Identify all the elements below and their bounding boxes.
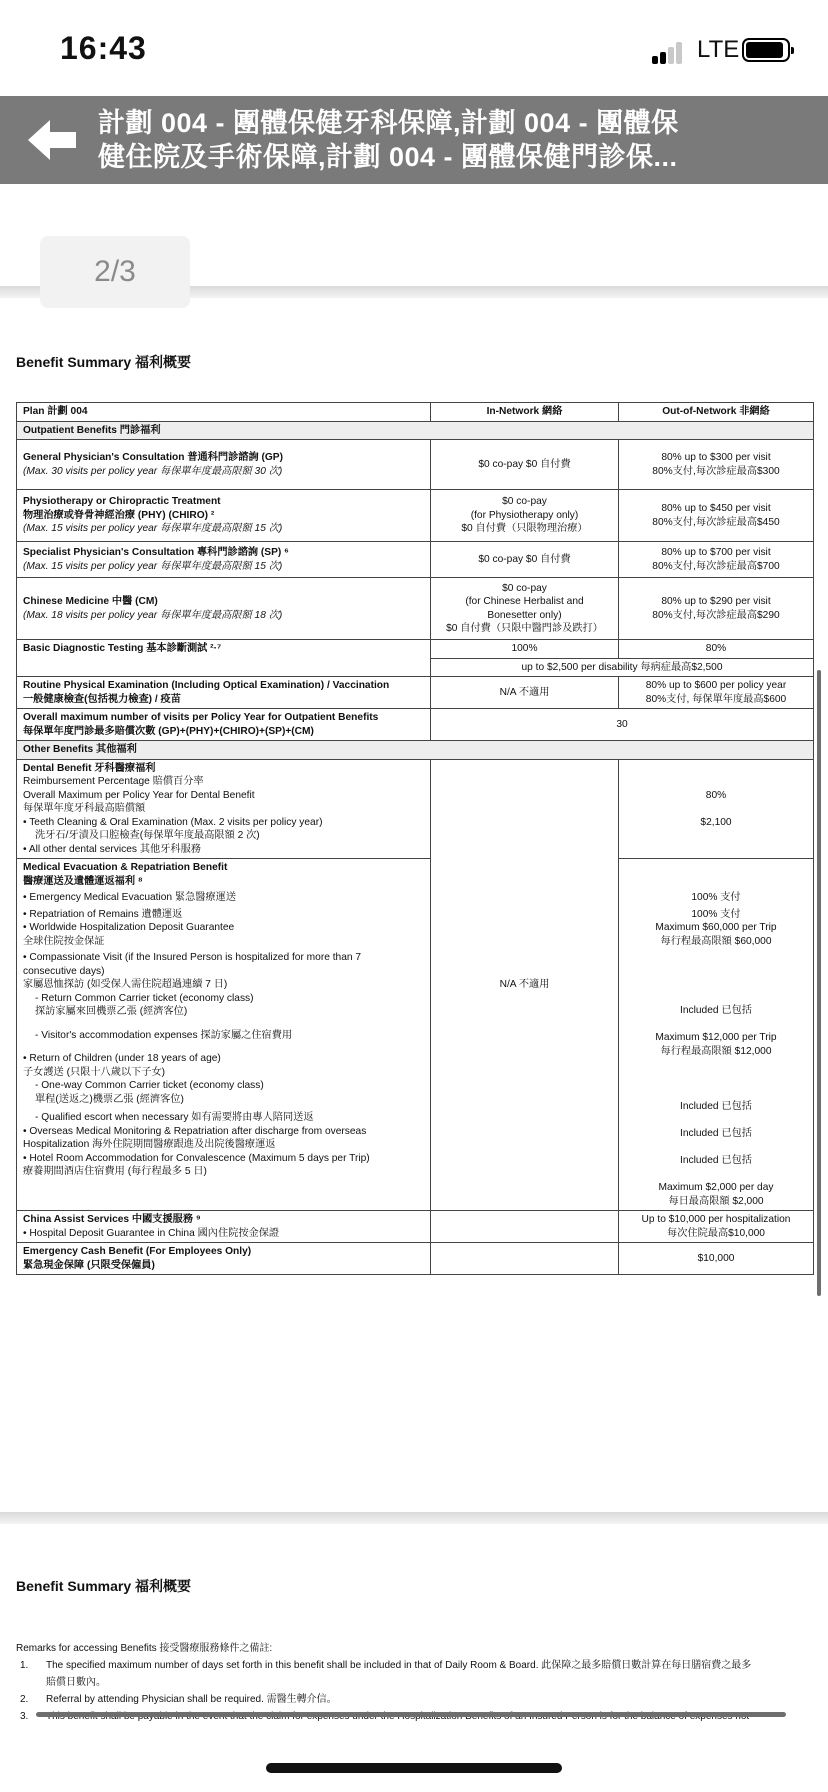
benefit-name-cn: 一般健康檢查(包括視力檢查) / 疫苗 (23, 693, 181, 705)
in-line: (for Chinese Herbalist and (465, 596, 584, 607)
out-line: 80% up to $300 per visit (661, 452, 771, 463)
in-network-value (431, 1243, 619, 1275)
in-network-value (431, 1211, 619, 1243)
benefit-gp (17, 440, 431, 490)
benefit-line: 探訪家屬來回機票乙張 (經濟客位) (35, 1006, 188, 1017)
header-out-network: Out-of-Network 非網絡 (619, 403, 814, 422)
overall-value: 30 (431, 709, 814, 741)
item-number: 1. (20, 1660, 29, 1671)
out-line: Maximum $60,000 per Trip (655, 922, 777, 933)
benefit-line: 單程(送返之)機票乙張 (經濟客位) (35, 1093, 184, 1105)
item-text: 賠償日數內。 (46, 1677, 106, 1688)
out-line: Included 已包括 (680, 1128, 752, 1139)
section-row-outpatient (17, 421, 814, 440)
out-network-value (619, 1211, 814, 1243)
item-text: The specified maximum number of days set forth in this benefit shall be included in that of Daily Room & Board. 此保障之最多賠償日數計算在每日膳宿費之最多 (46, 1660, 752, 1671)
battery-icon (742, 38, 790, 62)
benefit-name: Medical Evacuation & Repatriation Benefit (23, 862, 228, 873)
benefit-cm (17, 578, 431, 640)
section-other: Other Benefits 其他福利 (17, 741, 814, 760)
horizontal-scrollbar[interactable] (36, 1712, 786, 1717)
header-in-network: In-Network 網絡 (431, 403, 619, 422)
benefit-dental (17, 759, 431, 859)
benefit-note: (Max. 18 visits per policy year 每保單年度最高限額 18 次) (23, 609, 283, 621)
out-network-value: $10,000 (619, 1243, 814, 1275)
out-line: 每行程最高限額 $60,000 (660, 935, 772, 947)
vertical-scrollbar[interactable] (817, 670, 821, 1296)
header-plan: Plan 計劃 004 (17, 403, 431, 422)
benefit-name: General Physician's Consultation 普通科門診諮詢 (GP) (23, 452, 283, 463)
section-row-other (17, 741, 814, 760)
benefit-note: (Max. 30 visits per policy year 每保單年度最高限額 30 次) (23, 465, 283, 477)
benefit-sp (17, 542, 431, 578)
out-line: $2,100 (700, 816, 732, 828)
benefit-line: - One-way Common Carrier ticket (economy class) (35, 1080, 264, 1091)
remarks-title: Remarks for accessing Benefits 接受醫療服務條件之備註: (16, 1643, 273, 1654)
page-separator (0, 1512, 828, 1524)
network-type: LTE (697, 36, 740, 63)
out-line: Maximum $12,000 per Trip (655, 1032, 777, 1043)
item-text: Referral by attending Physician shall be required. 需醫生轉介信。 (46, 1694, 337, 1705)
out-line: 每行程最高限額 $12,000 (660, 1045, 772, 1057)
in-line: $0 自付費（只限物理治療） (461, 523, 588, 535)
remarks-section (16, 1640, 816, 1722)
page-heading: Benefit Summary 福利概要 (16, 354, 192, 370)
benefit-bdt: Basic Diagnostic Testing 基本診斷測試 ²·⁷ (17, 640, 431, 677)
in-network-value: N/A 不適用 (431, 759, 619, 1211)
out-line: 每日最高限額 $2,000 (668, 1195, 764, 1207)
table-row (17, 490, 814, 542)
document-title (98, 106, 808, 174)
back-arrow-icon (24, 114, 80, 166)
out-network-value (619, 440, 814, 490)
benefit-line: - Visitor's accommodation expenses 探訪家屬之住宿費用 (35, 1029, 293, 1041)
benefit-china (17, 1211, 431, 1243)
benefit-line: • Return of Children (under 18 years of age) (23, 1053, 221, 1064)
in-network-value: $0 co-pay $0 自付費 (431, 542, 619, 578)
in-network-value (431, 490, 619, 542)
benefit-cash (17, 1243, 431, 1275)
out-network-value (619, 759, 814, 859)
page-heading: Benefit Summary 福利概要 (16, 1578, 192, 1594)
table-row (17, 1243, 814, 1275)
out-line: 80% up to $700 per visit (661, 547, 771, 558)
remarks-list (16, 1657, 816, 1722)
table-row (17, 709, 814, 741)
navigation-bar (0, 96, 828, 184)
benefit-name: Specialist Physician's Consultation 專科門診諮詢 (SP) ⁶ (23, 547, 289, 558)
benefit-table (16, 402, 814, 1275)
document-title-line2: 健住院及手術保障,計劃 004 - 團體保健門診保... (98, 142, 678, 172)
benefit-medevac (17, 859, 431, 1211)
benefit-line: 洗牙石/牙漬及口腔檢查(每保單年度最高限額 2 次) (35, 830, 260, 841)
benefit-name-cn: 緊急現金保障 (只限受保僱員) (23, 1259, 155, 1271)
benefit-line: • Teeth Cleaning & Oral Examination (Max. 2 visits per policy year) (23, 816, 323, 828)
table-header-row (17, 403, 814, 422)
in-line: $0 co-pay (502, 496, 547, 508)
page-indicator: 2/3 (40, 236, 190, 308)
out-line: 80% up to $290 per visit (661, 596, 771, 607)
benefit-line: • All other dental services 其他牙科服務 (23, 843, 201, 855)
out-network-value (619, 859, 814, 1211)
document-title-line1: 計劃 004 - 團體保健牙科保障,計劃 004 - 團體保 (98, 108, 679, 138)
benefit-name: Routine Physical Examination (Including Optical Examination) / Vaccination (23, 680, 390, 691)
benefit-name: China Assist Services 中國支援服務 ⁹ (23, 1214, 201, 1225)
out-line: Up to $10,000 per hospitalization (641, 1214, 791, 1225)
out-line: 80%支付,每次診症最高$700 (652, 560, 780, 572)
out-network-value (619, 542, 814, 578)
out-line: 80% up to $600 per policy year (645, 680, 787, 691)
out-line: Included 已包括 (680, 1005, 752, 1016)
in-network-value: $0 co-pay $0 自付費 (431, 440, 619, 490)
status-bar (0, 0, 828, 96)
section-outpatient: Outpatient Benefits 門診福利 (17, 421, 814, 440)
benefit-line: 療養期間酒店住宿費用 (每行程最多 5 日) (23, 1166, 207, 1177)
list-item (16, 1657, 816, 1674)
table-row (17, 1211, 814, 1243)
benefit-line: • Worldwide Hospitalization Deposit Guarantee (23, 922, 235, 933)
benefit-name: Overall maximum number of visits per Policy Year for Outpatient Benefits (23, 712, 379, 723)
table-row (17, 640, 814, 659)
status-time: 16:43 (60, 30, 147, 66)
out-line: 100% 支付 (691, 892, 741, 903)
out-line: 80%支付, 每保單年度最高$600 (645, 693, 787, 705)
out-line: Included 已包括 (680, 1155, 752, 1166)
shared-limit: up to $2,500 per disability 每病症最高$2,500 (431, 658, 814, 677)
benefit-note: (Max. 15 visits per policy year 每保單年度最高限額 15 次) (23, 560, 283, 572)
table-row (17, 677, 814, 709)
benefit-line: • Compassionate Visit (if the Insured Person is hospitalized for more than 7 (23, 952, 362, 963)
benefit-note: (Max. 15 visits per policy year 每保單年度最高限額 15 次) (23, 523, 283, 535)
cellular-signal-icon (652, 42, 686, 64)
out-line: Maximum $2,000 per day (658, 1182, 774, 1193)
benefit-line: Overall Maximum per Policy Year for Dental Benefit (23, 789, 255, 801)
benefit-line: Reimbursement Percentage 賠償百分率 (23, 776, 204, 787)
benefit-line: • Hotel Room Accommodation for Convalescence (Maximum 5 days per Trip) (23, 1152, 370, 1164)
in-network-value: 100% (431, 640, 619, 659)
benefit-line: • Emergency Medical Evacuation 緊急醫療運送 (23, 892, 237, 903)
out-network-value (619, 490, 814, 542)
in-line: (for Physiotherapy only) (470, 509, 579, 521)
out-line: 100% 支付 (691, 908, 741, 920)
benefit-line: 每保單年度牙科最高賠償額 (23, 803, 146, 814)
benefit-name: Physiotherapy or Chiropractic Treatment (23, 496, 221, 508)
out-line: 每次住院最高$10,000 (667, 1227, 765, 1239)
benefit-name: Chinese Medicine 中醫 (CM) (23, 596, 158, 607)
item-number: 2. (20, 1694, 29, 1705)
benefit-line: • Overseas Medical Monitoring & Repatriation after discharge from overseas (23, 1125, 367, 1137)
in-line: Bonesetter only) (487, 609, 562, 621)
in-line: $0 co-pay (502, 582, 547, 594)
benefit-line: • Repatriation of Remains 遺體運返 (23, 908, 183, 920)
table-row (17, 859, 814, 1211)
benefit-line: 全球住院按金保証 (23, 935, 105, 947)
out-line: 80%支付,每次診症最高$450 (652, 516, 780, 528)
out-line: 80%支付,每次診症最高$300 (652, 465, 780, 477)
out-line: 80% (705, 789, 727, 801)
benefit-line: - Return Common Carrier ticket (economy class) (35, 992, 254, 1004)
benefit-line: consecutive days) (23, 965, 105, 977)
benefit-name-cn: 物理治療或脊骨神經治療 (PHY) (CHIRO) ² (23, 509, 215, 521)
out-line: Included 已包括 (680, 1101, 752, 1112)
benefit-line: Hospitalization 海外住院期間醫療跟進及出院後醫療運返 (23, 1139, 276, 1150)
benefit-name: Dental Benefit 牙科醫療福利 (23, 762, 156, 774)
benefit-name-cn: 醫療運送及遺體運返福利 ⁸ (23, 875, 143, 887)
item-number: 3. (20, 1711, 29, 1722)
in-line: $0 自付費（只限中醫門診及跌打） (446, 623, 603, 634)
table-row (17, 542, 814, 578)
table-row (17, 759, 814, 859)
out-network-value (619, 677, 814, 709)
out-network-value: 80% (619, 640, 814, 659)
benefit-line: - Qualified escort when necessary 如有需要將由專人陪同送返 (35, 1112, 314, 1123)
benefit-name: Emergency Cash Benefit (For Employees Only) (23, 1246, 252, 1257)
benefit-line: • Hospital Deposit Guarantee in China 國內住院按金保證 (23, 1227, 280, 1239)
benefit-line: 家屬恩恤探訪 (如受保人需住院超過連續 7 日) (23, 979, 228, 990)
in-network-value (431, 578, 619, 640)
benefit-line: 子女護送 (只限十八歲以下子女) (23, 1066, 166, 1078)
back-button[interactable] (24, 114, 80, 166)
benefit-phy (17, 490, 431, 542)
out-line: 80% up to $450 per visit (661, 503, 771, 514)
list-item (16, 1674, 816, 1691)
out-line: 80%支付,每次診症最高$290 (652, 609, 780, 621)
item-number (16, 1674, 46, 1691)
in-network-value: N/A 不適用 (431, 677, 619, 709)
benefit-rpe (17, 677, 431, 709)
out-network-value (619, 578, 814, 640)
benefit-name-cn: 每保單年度門診最多賠償次數 (GP)+(PHY)+(CHIRO)+(SP)+(CM) (23, 725, 314, 737)
table-row (17, 578, 814, 640)
table-row (17, 440, 814, 490)
benefit-overall (17, 709, 431, 741)
home-indicator[interactable] (266, 1763, 562, 1773)
list-item (16, 1691, 816, 1708)
